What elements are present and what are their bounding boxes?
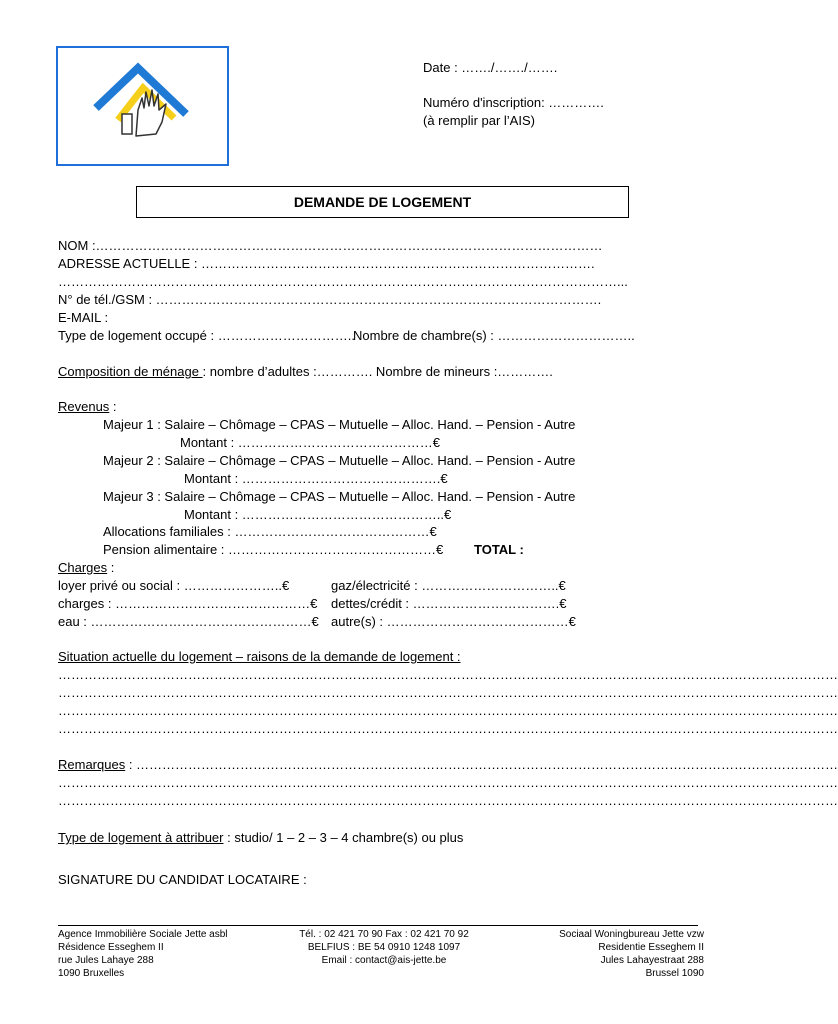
composition-fields: : nombre d’adultes :…………. Nombre de mineurs :…………. — [202, 364, 553, 379]
footer-center-line: Tél. : 02 421 70 90 Fax : 02 421 70 92 — [299, 929, 469, 940]
footer-center — [272, 928, 496, 967]
remarques-dots-2: ……………………………………………………………………………………………………………………………………………………………… — [58, 793, 838, 808]
house-hand-logo-icon — [58, 48, 227, 164]
situation-dots-4: ……………………………………………………………………………………………………………………………………………………………… — [58, 721, 838, 736]
logo-frame — [56, 46, 229, 166]
situation-dots-3: ……………………………………………………………………………………………………………………………………………………………… — [58, 703, 838, 718]
date-field: Date : ……./……./……. — [423, 60, 558, 75]
total-label: TOTAL : — [474, 542, 524, 557]
charges-heading — [58, 559, 114, 577]
pension-line: Pension alimentaire : …………………………………………€ — [103, 542, 444, 557]
dettes-line: dettes/crédit : …………………………….€ — [331, 596, 567, 611]
footer-left-line: 1090 Bruxelles — [58, 968, 125, 979]
situation-dots-2: ……………………………………………………………………………………………………………………………………………………………… — [58, 685, 838, 700]
footer-center-line: BELFIUS : BE 54 0910 1248 1097 — [307, 942, 461, 953]
email-field: E-MAIL : — [58, 310, 109, 325]
majeur1-line: Majeur 1 : Salaire – Chômage – CPAS – Mutuelle – Alloc. Hand. – Pension - Autre — [103, 417, 576, 432]
revenus-label: Revenus — [58, 399, 110, 414]
remarques-row — [58, 756, 838, 774]
charges-label: Charges — [58, 560, 108, 575]
footer-left-line: Résidence Esseghem II — [58, 942, 164, 953]
charges-colon: : — [107, 560, 115, 575]
situation-dots-1: ……………………………………………………………………………………………………………………………………………………………… — [58, 667, 838, 682]
composition-label: Composition de ménage — [58, 364, 203, 379]
attribuer-row — [58, 829, 463, 847]
remarques-dots-1: ……………………………………………………………………………………………………………………………………………………………… — [58, 775, 838, 790]
tel-field: N° de tél./GSM : …………………………………………………………………………………………. — [58, 292, 602, 307]
footer-left — [58, 928, 228, 980]
gaz-line: gaz/électricité : …………………………..€ — [331, 578, 566, 593]
autres-line: autre(s) : ……………………………………€ — [331, 614, 576, 629]
remarques-label: Remarques — [58, 757, 126, 772]
adresse-field: ADRESSE ACTUELLE : ………………………………………………………………………………. — [58, 256, 595, 271]
type-logement-field: Type de logement occupé : ………………………….. — [58, 328, 355, 343]
attribuer-options: : studio/ 1 – 2 – 3 – 4 chambre(s) ou plus — [223, 830, 464, 845]
eau-line: eau : ……………………………………………€ — [58, 614, 319, 629]
footer-right-line: Brussel 1090 — [645, 968, 704, 979]
footer-right-line: Jules Lahayestraat 288 — [600, 955, 704, 966]
footer-center-line: Email : contact@ais-jette.be — [321, 955, 447, 966]
inscription-note: (à remplir par l’AIS) — [423, 113, 535, 128]
footer-right — [520, 928, 704, 980]
form-title: DEMANDE DE LOGEMENT — [136, 186, 629, 218]
composition-row — [58, 363, 553, 381]
footer-right-line: Sociaal Woningbureau Jette vzw — [559, 929, 704, 940]
loyer-line: loyer privé ou social : …………………..€ — [58, 578, 290, 593]
nb-chambres-field: Nombre de chambre(s) : ………………………….. — [353, 328, 635, 343]
footer-left-line: Agence Immobilière Sociale Jette asbl — [58, 929, 228, 940]
footer-right-line: Residentie Esseghem II — [598, 942, 704, 953]
signature-label: SIGNATURE DU CANDIDAT LOCATAIRE : — [58, 872, 307, 887]
situation-label: Situation actuelle du logement – raisons de la demande de logement : — [58, 649, 461, 664]
adresse-line2: …………………………………………………………………………………………………………………... — [58, 274, 628, 289]
charges-line: charges : ………………………………………€ — [58, 596, 318, 611]
revenus-heading — [58, 398, 117, 416]
montant3-line: Montant : ………………………………………..€ — [184, 507, 452, 522]
footer-divider — [58, 925, 698, 926]
majeur2-line: Majeur 2 : Salaire – Chômage – CPAS – Mutuelle – Alloc. Hand. – Pension - Autre — [103, 453, 576, 468]
allocations-line: Allocations familiales : ………………………………………€ — [103, 524, 437, 539]
attribuer-label: Type de logement à attribuer — [58, 830, 224, 845]
montant2-line: Montant : ……………………………………….€ — [184, 471, 448, 486]
footer-left-line: rue Jules Lahaye 288 — [58, 955, 154, 966]
montant1-line: Montant : ………………………………………€ — [180, 435, 441, 450]
remarques-dots-inline: : ……………………………………………………………………………………………………………………………………………… — [125, 757, 838, 772]
majeur3-line: Majeur 3 : Salaire – Chômage – CPAS – Mutuelle – Alloc. Hand. – Pension - Autre — [103, 489, 576, 504]
revenus-colon: : — [109, 399, 117, 414]
inscription-number: Numéro d'inscription: …………. — [423, 95, 604, 110]
nom-field: NOM :……………………………………………………………………………………………………… — [58, 238, 603, 253]
